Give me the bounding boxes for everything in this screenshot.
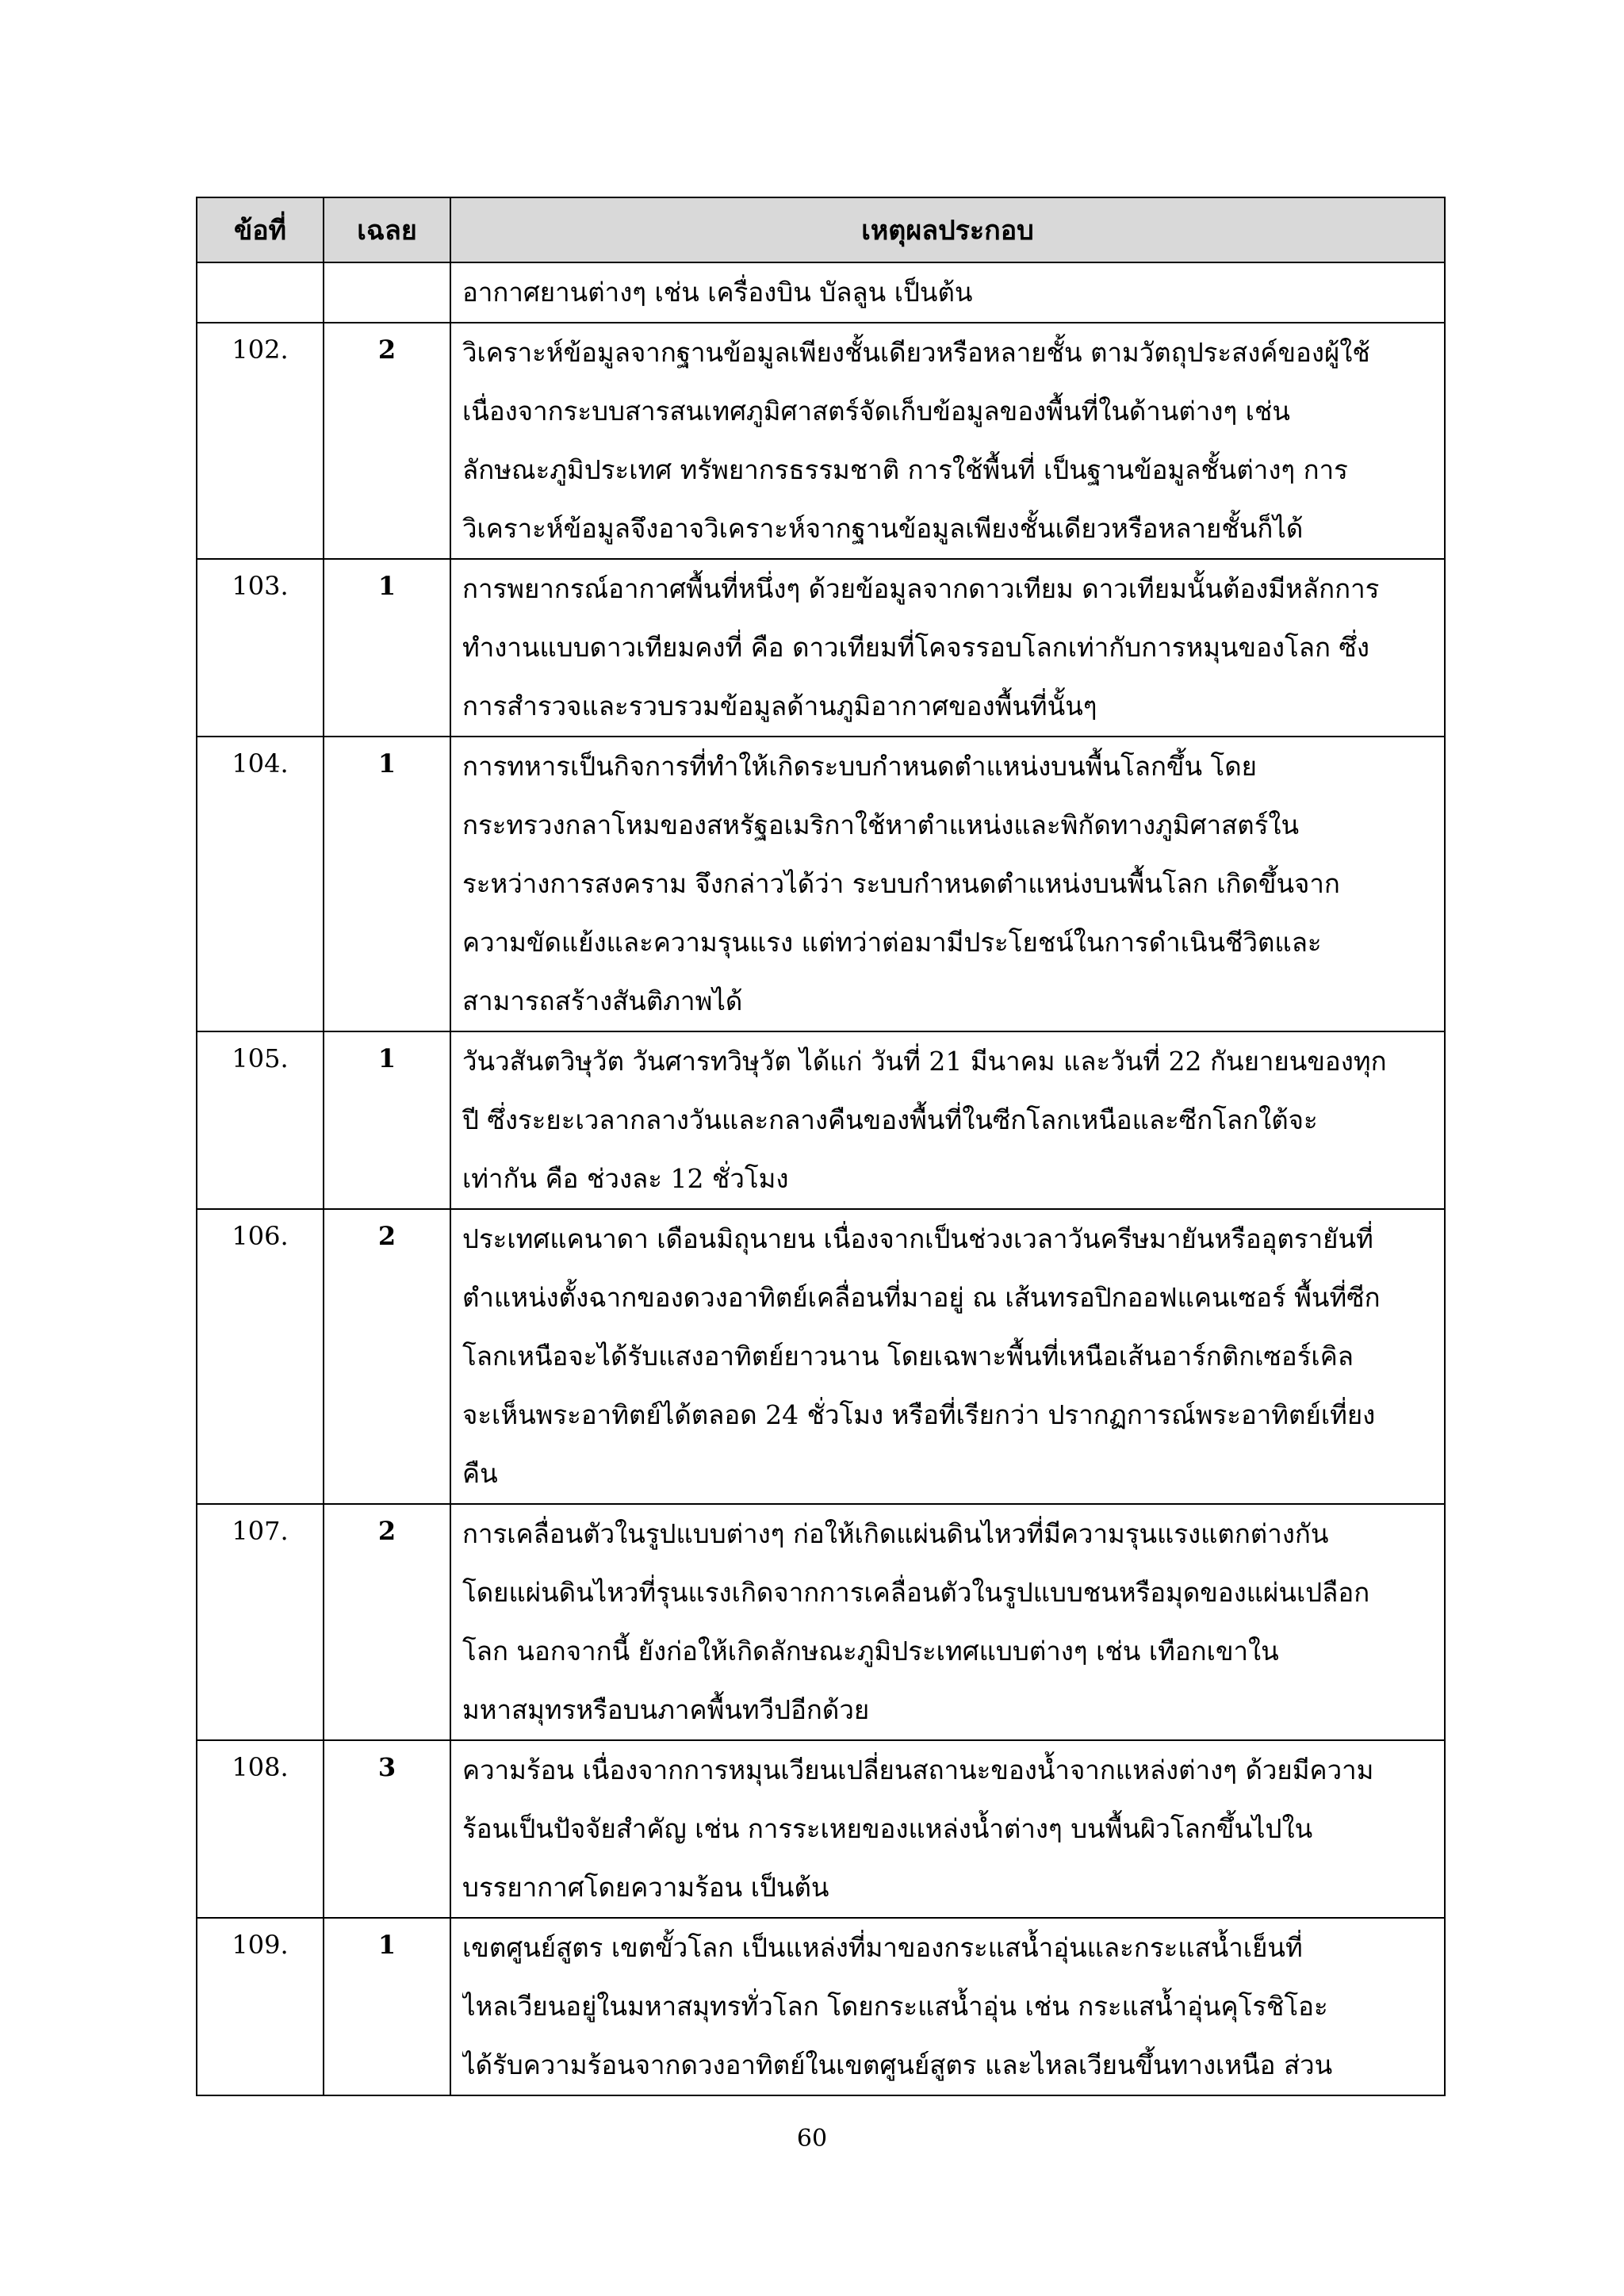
reason-text-line: การทหารเป็นกิจการที่ทำให้เกิดระบบกำหนดตำแหน่งบนพื้นโลกขึ้น โดย xyxy=(462,751,1258,782)
question-number-cell xyxy=(197,262,324,323)
reason-text-line: บรรยากาศโดยความร้อน เป็นต้น xyxy=(462,1872,829,1903)
reason-text-line: จะเห็นพระอาทิตย์ได้ตลอด 24 ชั่วโมง หรือที่เรียกว่า ปรากฏการณ์พระอาทิตย์เที่ยง xyxy=(462,1399,1376,1430)
reason-text-line: โลก นอกจากนี้ ยังก่อให้เกิดลักษณะภูมิประเทศแบบต่างๆ เช่น เทือกเขาใน xyxy=(462,1636,1279,1667)
reason-text-line: เท่ากัน คือ ช่วงละ 12 ชั่วโมง xyxy=(462,1163,789,1194)
reason-text-line: การพยากรณ์อากาศพื้นที่หนึ่งๆ ด้วยข้อมูลจากดาวเทียม ดาวเทียมนั้นต้องมีหลักการ xyxy=(462,573,1380,604)
reason-text-line: ไหลเวียนอยู่ในมหาสมุทรทั่วโลก โดยกระแสน้ำอุ่น เช่น กระแสน้ำอุ่นคุโรชิโอะ xyxy=(462,1991,1328,2022)
reason-text-line: ลักษณะภูมิประเทศ ทรัพยากรธรรมชาติ การใช้พื้นที่ เป็นฐานข้อมูลชั้นต่างๆ การ xyxy=(462,454,1348,485)
answer-cell: 2 xyxy=(324,323,450,559)
reason-text-line: การสำรวจและรวบรวมข้อมูลด้านภูมิอากาศของพื้นที่นั้นๆ xyxy=(462,691,1097,721)
reason-text-line: การเคลื่อนตัวในรูปแบบต่างๆ ก่อให้เกิดแผ่นดินไหวที่มีความรุนแรงแตกต่างกัน xyxy=(462,1518,1329,1549)
question-number-cell: 106. xyxy=(197,1209,324,1504)
reason-text-line: คืน xyxy=(462,1458,498,1489)
reason-text-line: ปี ซึ่งระยะเวลากลางวันและกลางคืนของพื้นที่ในซีกโลกเหนือและซีกโลกใต้จะ xyxy=(462,1104,1318,1135)
reason-text-line: วันวสันตวิษุวัต วันศารทวิษุวัต ได้แก่ วันที่ 21 มีนาคม และวันที่ 22 กันยายนของทุก xyxy=(462,1046,1387,1077)
header-reason: เหตุผลประกอบ xyxy=(450,197,1445,262)
table-row xyxy=(197,1031,1445,1209)
answer-cell: 3 xyxy=(324,1740,450,1918)
page-number: 60 xyxy=(796,2125,828,2152)
reason-cell xyxy=(450,323,1445,559)
table-row xyxy=(197,1504,1445,1740)
table-body xyxy=(197,262,1445,2095)
question-number-cell: 104. xyxy=(197,737,324,1031)
reason-text-line: มหาสมุทรหรือบนภาคพื้นทวีปอีกด้วย xyxy=(462,1694,870,1725)
table-row xyxy=(197,1918,1445,2095)
reason-text-line: ตำแหน่งตั้งฉากของดวงอาทิตย์เคลื่อนที่มาอยู่ ณ เส้นทรอปิกออฟแคนเซอร์ พื้นที่ซีก xyxy=(462,1282,1381,1313)
reason-cell xyxy=(450,559,1445,737)
reason-text-line: ทำงานแบบดาวเทียมคงที่ คือ ดาวเทียมที่โคจรรอบโลกเท่ากับการหมุนของโลก ซึ่ง xyxy=(462,632,1369,663)
table-row xyxy=(197,559,1445,737)
table-row xyxy=(197,323,1445,559)
answer-cell: 2 xyxy=(324,1504,450,1740)
reason-text-line: วิเคราะห์ข้อมูลจึงอาจวิเคราะห์จากฐานข้อมูลเพียงชั้นเดียวหรือหลายชั้นก็ได้ xyxy=(462,513,1304,544)
reason-cell xyxy=(450,1740,1445,1918)
reason-text-line: ระหว่างการสงคราม จึงกล่าวได้ว่า ระบบกำหนดตำแหน่งบนพื้นโลก เกิดขึ้นจาก xyxy=(462,868,1340,899)
reason-text-line: เนื่องจากระบบสารสนเทศภูมิศาสตร์จัดเก็บข้อมูลของพื้นที่ในด้านต่างๆ เช่น xyxy=(462,396,1290,427)
table-row xyxy=(197,1209,1445,1504)
reason-text-line: อากาศยานต่างๆ เช่น เครื่องบิน บัลลูน เป็นต้น xyxy=(462,277,973,308)
reason-cell xyxy=(450,262,1445,323)
reason-text-line: กระทรวงกลาโหมของสหรัฐอเมริกาใช้หาตำแหน่งและพิกัดทางภูมิศาสตร์ใน xyxy=(462,809,1300,840)
reason-text-line: เขตศูนย์สูตร เขตขั้วโลก เป็นแหล่งที่มาของกระแสน้ำอุ่นและกระแสน้ำเย็นที่ xyxy=(462,1932,1303,1963)
answer-cell: 1 xyxy=(324,1918,450,2095)
header-row xyxy=(197,197,1445,262)
answer-cell: 2 xyxy=(324,1209,450,1504)
question-number-cell: 102. xyxy=(197,323,324,559)
reason-text-line: โดยแผ่นดินไหวที่รุนแรงเกิดจากการเคลื่อนตัวในรูปแบบชนหรือมุดของแผ่นเปลือก xyxy=(462,1577,1370,1608)
reason-text-line: ได้รับความร้อนจากดวงอาทิตย์ในเขตศูนย์สูตร และไหลเวียนขึ้นทางเหนือ ส่วน xyxy=(462,2049,1333,2080)
reason-cell xyxy=(450,1031,1445,1209)
answer-cell xyxy=(324,262,450,323)
question-number-cell: 103. xyxy=(197,559,324,737)
header-answer: เฉลย xyxy=(324,197,450,262)
reason-text-line: วิเคราะห์ข้อมูลจากฐานข้อมูลเพียงชั้นเดียวหรือหลายชั้น ตามวัตถุประสงค์ของผู้ใช้ xyxy=(462,337,1370,368)
answer-cell: 1 xyxy=(324,737,450,1031)
reason-text-line: ประเทศแคนาดา เดือนมิถุนายน เนื่องจากเป็นช่วงเวลาวันครีษมายันหรืออุตรายันที่ xyxy=(462,1223,1373,1254)
reason-text-line: โลกเหนือจะได้รับแสงอาทิตย์ยาวนาน โดยเฉพาะพื้นที่เหนือเส้นอาร์กติกเซอร์เคิล xyxy=(462,1341,1354,1372)
reason-text-line: ความขัดแย้งและความรุนแรง แต่ทว่าต่อมามีประโยชน์ในการดำเนินชีวิตและ xyxy=(462,927,1322,958)
table-row xyxy=(197,262,1445,323)
table-row xyxy=(197,737,1445,1031)
answer-table xyxy=(196,197,1446,2096)
reason-cell xyxy=(450,1504,1445,1740)
reason-text-line: สามารถสร้างสันติภาพได้ xyxy=(462,985,743,1016)
reason-text-line: ความร้อน เนื่องจากการหมุนเวียนเปลี่ยนสถานะของน้ำจากแหล่งต่างๆ ด้วยมีความ xyxy=(462,1755,1374,1785)
question-number-cell: 107. xyxy=(197,1504,324,1740)
header-question-number: ข้อที่ xyxy=(197,197,324,262)
reason-cell xyxy=(450,737,1445,1031)
question-number-cell: 109. xyxy=(197,1918,324,2095)
reason-cell xyxy=(450,1918,1445,2095)
table-row xyxy=(197,1740,1445,1918)
question-number-cell: 105. xyxy=(197,1031,324,1209)
table-header xyxy=(197,197,1445,262)
reason-text-line: ร้อนเป็นปัจจัยสำคัญ เช่น การระเหยของแหล่งน้ำต่างๆ บนพื้นผิวโลกขึ้นไปใน xyxy=(462,1813,1313,1844)
answer-cell: 1 xyxy=(324,559,450,737)
question-number-cell: 108. xyxy=(197,1740,324,1918)
answer-cell: 1 xyxy=(324,1031,450,1209)
reason-cell xyxy=(450,1209,1445,1504)
